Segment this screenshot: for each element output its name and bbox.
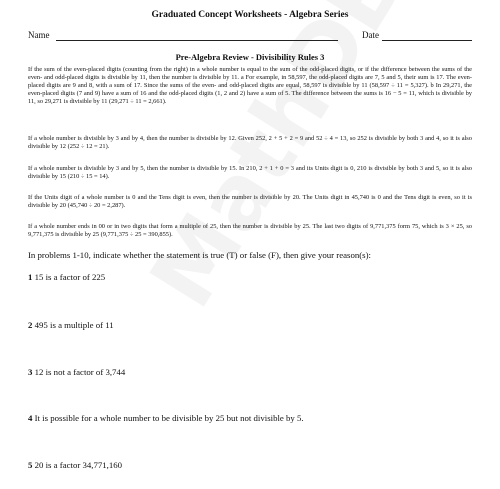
- name-date-row: [28, 30, 472, 44]
- problem-number: 2: [28, 320, 33, 330]
- rule-paragraph-25: If a whole number ends in 00 or in two digits that form a multiple of 25, then the number is divisible by 25. The last two digits of 9,771,375 form 75, which is 3 × 25, so 9,771,375 is divisible by 25 (9,771,375 ÷ 25 = 390,855).: [28, 223, 472, 239]
- sheet-title: Pre-Algebra Review - Divisibility Rules 3: [175, 52, 325, 62]
- series-title: Graduated Concept Worksheets - Algebra Series: [151, 10, 349, 20]
- problem-number: 1: [28, 272, 33, 282]
- problem-text: 495 is a multiple of 11: [34, 320, 114, 330]
- problem-text: 15 is a factor of 225: [34, 272, 106, 282]
- problem-number: 5: [28, 460, 33, 470]
- rule-paragraph-11: If the sum of the even-placed digits (counting from the right) in a whole number is equal to the sum of the odd-placed digits, or if the difference between the sums of the even- and odd-placed digits is divisible by 11, then the number is divisible by 11. a For example, in 58,597, the odd-placed digits are 7, 5 and 5, their sum is 17. The even-placed digits are 9 and 8, with a sum of 17. Since the sums of the even- and odd-placed digits are equal, 58,597 is divisible by 11 (58,597 ÷ 11 = 5,327). b In 29,271, the even-placed digits (7 and 9) have a sum of 16 and the odd-placed digits (1, 2 and 2) have a sum of 5. The difference between the sums is 16 − 5 = 11, which is divisible by 11, so 29,271 is divisible by 11 (29,271 ÷ 11 = 2,661).: [28, 66, 472, 106]
- problem-4: [28, 413, 472, 423]
- name-line[interactable]: [56, 40, 338, 41]
- rule-paragraph-12: If a whole number is divisible by 3 and by 4, then the number is divisible by 12. Given 252, 2 + 5 + 2 = 9 and 52 ÷ 4 = 13, so 252 is divisible by both 3 and 4, so it is also divisible by 12 (252 ÷ 12 = 21).: [28, 135, 472, 151]
- date-line[interactable]: [382, 40, 472, 41]
- date-label: Date: [362, 30, 379, 40]
- rule-paragraph-20: If the Units digit of a whole number is 0 and the Tens digit is even, then the number is divisible by 20. The Units digit in 45,740 is 0 and the Tens digit is even, so it is divisible by 20 (45,740 ÷ 20 = 2,287).: [28, 194, 472, 210]
- problem-2: [28, 320, 472, 330]
- problem-number: 4: [28, 413, 33, 423]
- problem-text: 20 is a factor 34,771,160: [34, 460, 123, 470]
- problem-text: It is possible for a whole number to be divisible by 25 but not divisible by 5.: [34, 413, 304, 423]
- problem-1: [28, 272, 472, 282]
- problem-5: [28, 460, 472, 470]
- problem-3: [28, 367, 472, 377]
- instructions: In problems 1-10, indicate whether the statement is true (T) or false (F), then give your reason(s):: [28, 250, 371, 260]
- problem-number: 3: [28, 367, 33, 377]
- rule-paragraph-15: If a whole number is divisible by 3 and by 5, then the number is divisible by 15. In 210, 2 + 1 + 0 = 3 and its Units digit is 0, 210 is divisible by both 3 and 5, so it is also divisible by 15 (210 ÷ 15 = 14).: [28, 165, 472, 181]
- problem-text: 12 is not a factor of 3,744: [34, 367, 126, 377]
- name-label: Name: [28, 30, 50, 40]
